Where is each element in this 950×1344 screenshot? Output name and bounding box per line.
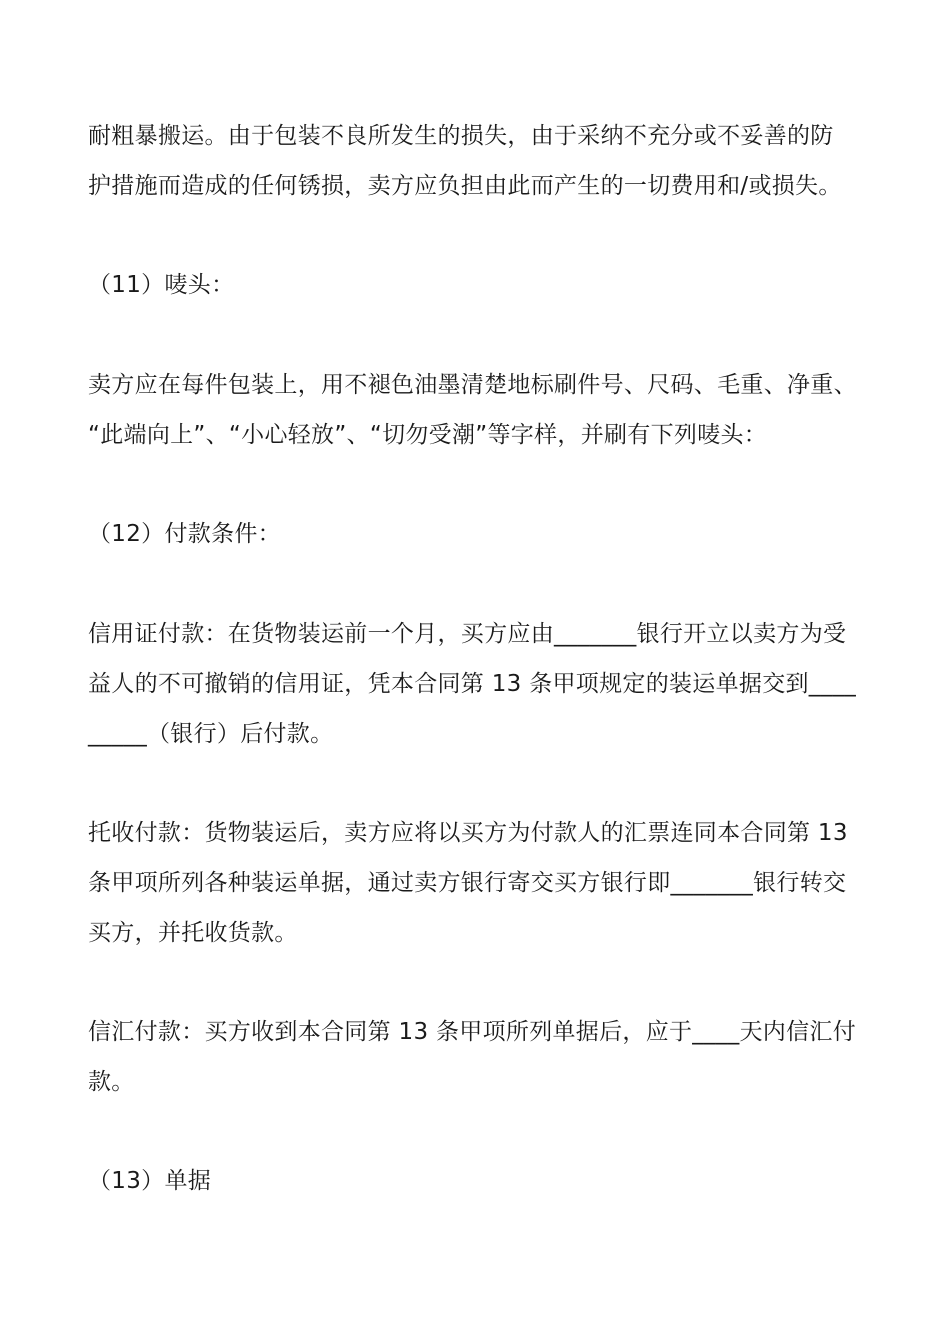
section-heading-documents: （13）单据 <box>88 1168 212 1194</box>
text-line-mail-transfer-2: 款。 <box>88 1069 135 1095</box>
text-line-packaging-2: 护措施而造成的任何锈损，卖方应负担由此而产生的一切费用和/或损失。 <box>88 173 842 199</box>
section-heading-payment-terms: （12）付款条件： <box>88 521 281 547</box>
text-line-collection-3: 买方，并托收货款。 <box>88 920 298 946</box>
text-line-marks-2: “此端向上”、“小心轻放”、“切勿受潮”等字样，并刷有下列唛头： <box>88 422 768 448</box>
text-line-mail-transfer-1: 信汇付款：买方收到本合同第 13 条甲项所列单据后，应于____天内信汇付 <box>88 1019 856 1045</box>
text-line-collection-1: 托收付款：货物装运后，卖方应将以买方为付款人的汇票连同本合同第 13 <box>88 820 848 846</box>
text-line-packaging-1: 耐粗暴搬运。由于包装不良所发生的损失，由于采纳不充分或不妥善的防 <box>88 123 834 149</box>
text-line-lc-3: _____（银行）后付款。 <box>88 721 334 747</box>
section-heading-shipping-marks: （11）唛头： <box>88 272 235 298</box>
text-line-lc-1: 信用证付款：在货物装运前一个月，买方应由_______银行开立以卖方为受 <box>88 621 847 647</box>
text-line-collection-2: 条甲项所列各种装运单据，通过卖方银行寄交买方银行即_______银行转交 <box>88 870 847 896</box>
text-line-marks-1: 卖方应在每件包装上，用不褪色油墨清楚地标刷件号、尺码、毛重、净重、 <box>88 372 857 398</box>
text-line-lc-2: 益人的不可撤销的信用证，凭本合同第 13 条甲项规定的装运单据交到____ <box>88 671 856 697</box>
